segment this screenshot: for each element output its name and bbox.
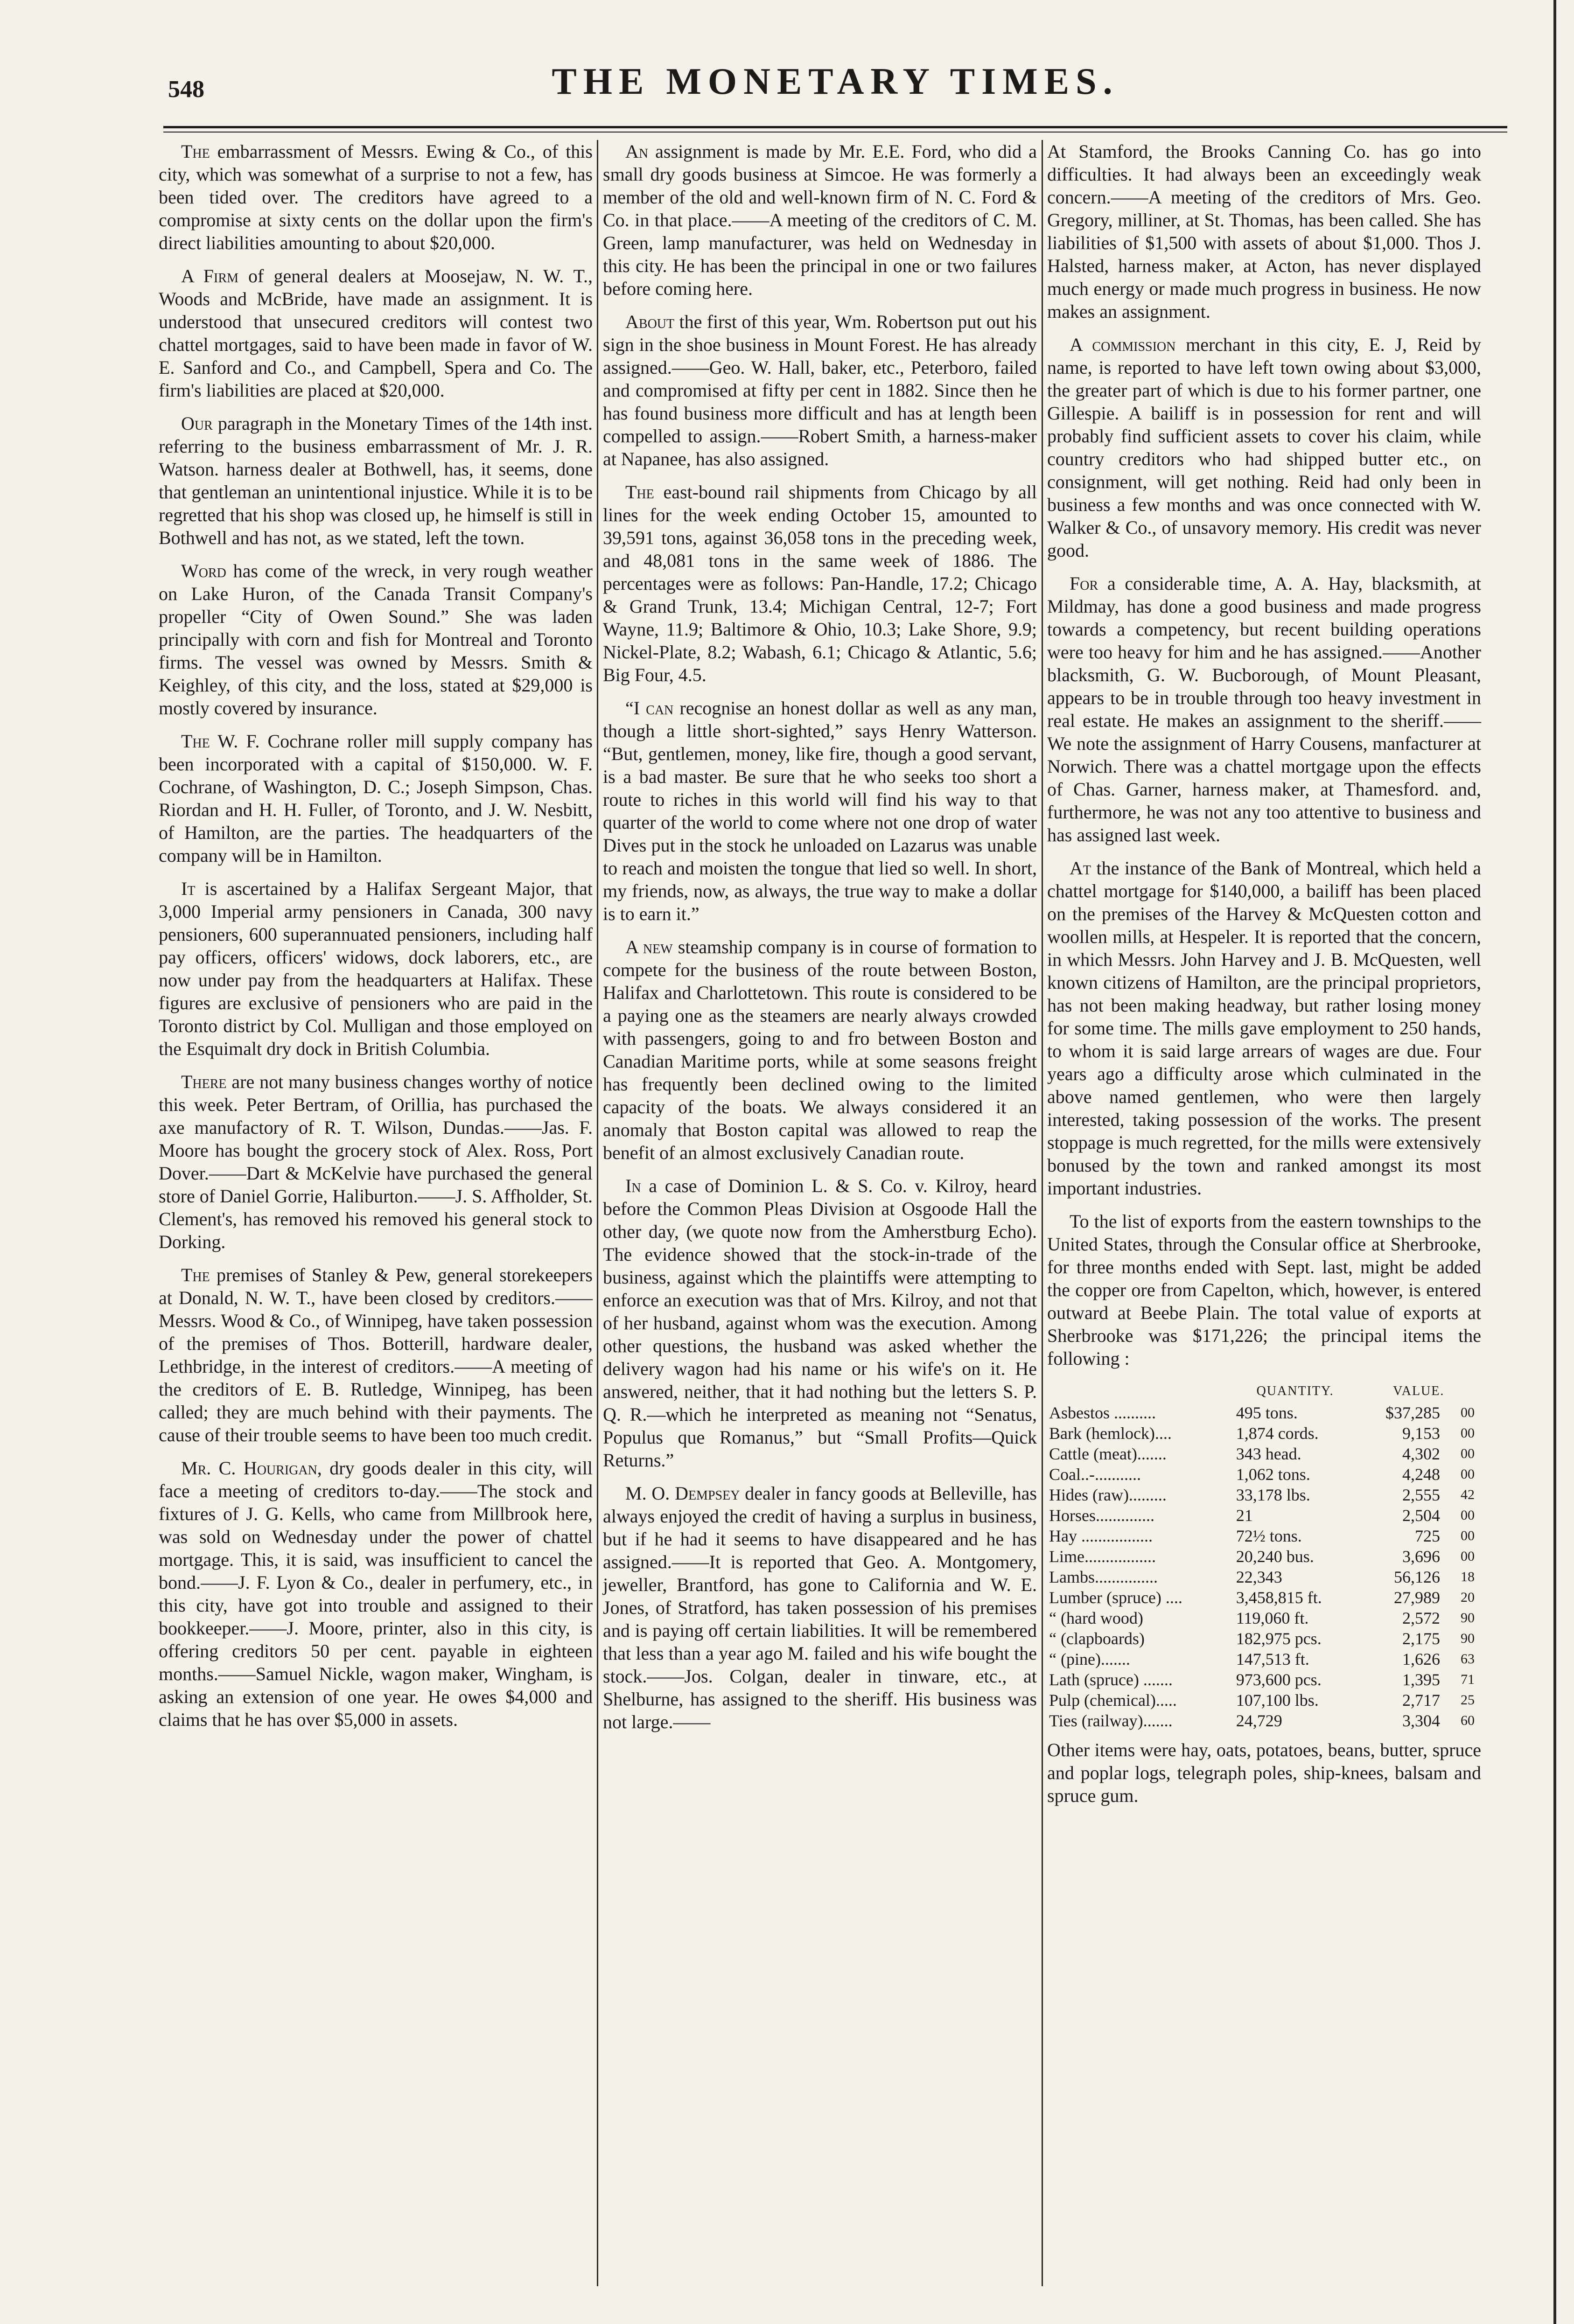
exports-cell-value: 2,717 [1402,1691,1440,1710]
exports-cell-item: Pulp (chemical)..... [1049,1691,1177,1710]
column-1 [159,140,593,1741]
exports-cell-value: 56,126 [1394,1568,1440,1586]
exports-cell-value: $37,285 [1385,1403,1440,1422]
exports-cell-cents: 90 [1461,1631,1475,1646]
col-value-header: VALUE. [1393,1384,1445,1398]
exports-cell-item: Coal..-........... [1049,1465,1141,1484]
article-paragraph: A new steamship company is in course of formation to compete for the business of the route between Boston, Halifax and Charlottetown. This route is considered to be a paying one as the steamers are nearly always crowded with passengers, going to and fro between Boston and Canadian Maritime ports, while at some seasons freight has frequently been declined owing to the limited capacity of the boats. We always considered it an anomaly that Boston capital was allowed to reap the benefit of an almost exclusively Canadian route. [603,936,1037,1163]
article-paragraph: The W. F. Cochrane roller mill supply company has been incorporated with a capital of $150,000. W. F. Cochrane, of Washington, D. C.; Joseph Simpson, Chas. Riordan and H. H. Fuller, of Toronto, and J. W. Nesbitt, of Hamilton, are the parties. The headquarters of the company will be in Hamilton. [159,731,593,866]
exports-cell-item: Lumber (spruce) .... [1049,1588,1182,1607]
exports-cell-item: “ (pine)....... [1049,1650,1130,1668]
exports-cell-cents: 71 [1461,1672,1475,1687]
masthead-title: THE MONETARY TIMES. [552,61,1119,102]
exports-cell-cents: 00 [1461,1466,1475,1482]
article-paragraph: There are not many business changes worthy of notice this week. Peter Bertram, of Orillia, has purchased the axe manufactory of R. T. Wilson, Dundas.——Jas. F. Moore has bought the grocery stock of Alex. Ross, Port Dover.——Dart & McKelvie have purchased the general store of Daniel Gorrie, Haliburton.——J. S. Affholder, St. Clement's, has removed his removed his general stock to Dorking. [159,1071,593,1252]
exports-cell-qty: 33,178 lbs. [1236,1486,1310,1504]
column-2 [603,140,1037,1744]
exports-table [1047,1380,1481,1731]
exports-cell-qty: 119,060 ft. [1236,1609,1309,1627]
exports-cell-value: 1,395 [1402,1670,1440,1689]
exports-table-header [1047,1380,1481,1403]
exports-cell-cents: 00 [1461,1549,1475,1564]
article-paragraph: A Firm of general dealers at Moosejaw, N. W. T., Woods and McBride, have made an assignment. It is understood that unsecured creditors will contest two chattel mortgages, said to have been made in favor of W. E. Sanford and Co., and Campbell, Spera and Co. The firm's liabilities are placed at $20,000. [159,265,593,401]
table-row [1047,1669,1481,1690]
exports-cell-qty: 20,240 bus. [1236,1547,1314,1566]
exports-cell-qty: 343 head. [1236,1445,1301,1463]
exports-cell-qty: 107,100 lbs. [1236,1691,1319,1710]
exports-cell-qty: 182,975 pcs. [1236,1629,1322,1648]
table-row [1047,1485,1481,1505]
exports-cell-item: Lambs............... [1049,1568,1158,1586]
table-row [1047,1423,1481,1444]
exports-cell-cents: 00 [1461,1528,1475,1543]
exports-cell-value: 3,696 [1402,1547,1440,1566]
exports-cell-value: 1,626 [1402,1650,1440,1668]
table-row [1047,1710,1481,1731]
exports-cell-cents: 90 [1461,1610,1475,1626]
table-row [1047,1546,1481,1567]
column-separator [1042,140,1043,2286]
exports-cell-qty: 1,874 cords. [1236,1424,1319,1443]
article-paragraph: At the instance of the Bank of Montreal, which held a chattel mortgage for $140,000, a bailiff has been placed on the premises of the Harvey & McQuesten cotton and woollen mills, at Hespeler. It is reported that the concern, in which Messrs. John Harvey and J. B. McQuesten, well known citizens of Hamilton, are the principal proprietors, has not been making headway, but rather losing money for some time. The mills gave employment to 250 hands, to whom it is said large arrears of wages are due. Four years ago a difficulty arose which culminated in the above named gentlemen, who were then largely interested, taking possession of the works. The present stoppage is much regretted, for the mills were extensively bonused by the town and ranked amongst its most important industries. [1047,858,1481,1199]
table-row [1047,1403,1481,1423]
exports-cell-item: Asbestos .......... [1049,1403,1156,1422]
table-row [1047,1608,1481,1628]
exports-cell-item: Lime................. [1049,1547,1156,1566]
col-quantity-header: QUANTITY. [1256,1384,1334,1398]
exports-cell-cents: 00 [1461,1446,1475,1461]
page-header [159,61,1512,140]
exports-cell-cents: 00 [1461,1425,1475,1441]
page-number: 548 [168,76,204,103]
article-paragraph: Word has come of the wreck, in very rough weather on Lake Huron, of the Canada Transit Company's propeller “City of Owen Sound.” She was laden principally with corn and fish for Montreal and Toronto firms. The vessel was owned by Messrs. Smith & Keighley, of this city, and the loss, stated at $29,000 is mostly covered by insurance. [159,560,593,719]
exports-cell-value: 725 [1415,1527,1440,1545]
table-row [1047,1649,1481,1669]
table-row [1047,1444,1481,1464]
exports-cell-qty: 72½ tons. [1236,1527,1302,1545]
article-paragraph: The premises of Stanley & Pew, general storekeepers at Donald, N. W. T., have been closed by creditors.——Messrs. Wood & Co., of Winnipeg, have taken possession of the premises of Thos. Botterill, hardware dealer, Lethbridge, in the interest of creditors.——A meeting of the creditors of E. B. Rutledge, Winnipeg, has been called; they are much behind with their payments. The cause of their trouble seems to have been too much credit. [159,1264,593,1445]
article-paragraph: The embarrassment of Messrs. Ewing & Co., of this city, which was somewhat of a surprise to not a few, has been tided over. The creditors have agreed to a compromise at sixty cents on the dollar upon the firm's direct liabilities amounting to about $20,000. [159,141,593,253]
article-paragraph: “I can recognise an honest dollar as well as any man, though a little short-sighted,” says Henry Watterson. “But, gentlemen, money, like fire, though a good servant, is a bad master. Be sure that he who seeks too short a route to riches in this world will find his way to that quarter of the world to come where not one drop of water Dives put in the stock he unloaded on Lazarus was unable to reach and moisten the tongue that lied so well. In short, my friends, now, as always, the true way to make a dollar is to earn it.” [603,698,1037,924]
header-rule [163,126,1507,128]
exports-cell-value: 4,248 [1402,1465,1440,1484]
article-paragraph: At Stamford, the Brooks Canning Co. has go into difficulties. It had always been an exceedingly weak concern.——A meeting of the creditors of Mrs. Geo. Gregory, milliner, at St. Thomas, has been called. She has liabilities of $1,500 with assets of about $1,000. Thos J. Halsted, harness maker, at Acton, has never displayed much energy or made much progress in business. He now makes an assignment. [1047,141,1481,322]
article-paragraph: In a case of Dominion L. & S. Co. v. Kilroy, heard before the Common Pleas Division at Osgoode Hall the other day, (we quote now from the Amherstburg Echo). The evidence showed that the stock-in-trade of the business, against which the plaintiffs were attempting to enforce an execution was that of Mrs. Kilroy, and not that of her husband, against whom was the execution. Among other questions, the husband was asked whether the delivery wagon had his name or his wife's on it. He answered, neither, that it had nothing but the letters S. P. Q. R.—which he interpreted as meaning not “Senatus, Populus que Romanus,” but “Small Profits—Quick Returns.” [603,1175,1037,1471]
exports-cell-cents: 18 [1461,1569,1475,1584]
exports-cell-item: Ties (railway)....... [1049,1711,1173,1730]
article-paragraph: A commission merchant in this city, E. J, Reid by name, is reported to have left town owing about $3,000, the greater part of which is due to his former partner, one Gillespie. A bailiff is in possession for rent and will probably find sufficient assets to cover his claim, while country creditors who had shipped butter etc., on consignment, will get nothing. Reid had only been in business a few months and was once connected with W. Walker & Co., of unsavory memory. His credit was never good. [1047,334,1481,561]
exports-cell-item: Bark (hemlock).... [1049,1424,1172,1443]
exports-cell-value: 9,153 [1402,1424,1440,1443]
article-paragraph: Mr. C. Hourigan, dry goods dealer in this city, will face a meeting of creditors to-day.——The stock and fixtures of J. G. Kells, who came from Millbrook here, was sold on Wednesday under the power of chattel mortgage. This, it is said, was insufficient to cancel the bond.——J. F. Lyon & Co., dealer in perfumery, etc., in this city, have got into trouble and assigned to their bookkeeper.——J. Moore, printer, also in this city, is offering creditors 50 per cent. payable in eighteen months.——Samuel Nickle, wagon maker, Wingham, is asking an extension of one year. He owes $4,000 and claims that he has over $5,000 in assets. [159,1458,593,1730]
column-3 [1047,140,1481,1817]
article-paragraph: For a considerable time, A. A. Hay, blacksmith, at Mildmay, has done a good business and made progress towards a competency, but recent building operations were too heavy for him and he has assigned.——Another blacksmith, G. W. Bucborough, of Mount Pleasant, appears to be in trouble through too heavy investment in real estate. He makes an assignment to the sheriff.——We note the assignment of Harry Cousens, manfacturer at Norwich. There was a chattel mortgage upon the effects of Chas. Garner, harness maker, at Thamesford. and, furthermore, he was not any too attentive to business and has assigned last week. [1047,573,1481,845]
exports-cell-cents: 60 [1461,1713,1475,1728]
table-row [1047,1628,1481,1649]
exports-cell-qty: 21 [1236,1506,1253,1525]
exports-cell-cents: 63 [1461,1651,1475,1667]
exports-cell-cents: 00 [1461,1507,1475,1523]
table-row [1047,1526,1481,1546]
exports-cell-value: 4,302 [1402,1445,1440,1463]
exports-cell-value: 2,175 [1402,1629,1440,1648]
table-row [1047,1567,1481,1587]
exports-cell-qty: 3,458,815 ft. [1236,1588,1322,1607]
page-edge-rule [1553,0,1556,2324]
exports-cell-qty: 1,062 tons. [1236,1465,1310,1484]
exports-cell-cents: 42 [1461,1487,1475,1502]
exports-cell-value: 2,572 [1402,1609,1440,1627]
exports-cell-value: 2,555 [1402,1486,1440,1504]
article-paragraph: Our paragraph in the Monetary Times of the 14th inst. referring to the business embarrassment of Mr. J. R. Watson. harness dealer at Bothwell, has, it seems, done that gentleman an unintentional injustice. While it is to be regretted that his shop was closed up, he himself is still in Bothwell and has not, as we stated, left the town. [159,413,593,548]
exports-cell-cents: 00 [1461,1405,1475,1420]
table-row [1047,1505,1481,1526]
exports-cell-qty: 973,600 pcs. [1236,1670,1322,1689]
exports-cell-value: 3,304 [1402,1711,1440,1730]
exports-cell-qty: 495 tons. [1236,1403,1298,1422]
article-paragraph: An assignment is made by Mr. E.E. Ford, who did a small dry goods business at Simcoe. He was formerly a member of the old and well-known firm of N. C. Ford & Co. in that place.——A meeting of the creditors of C. M. Green, lamp manufacturer, was held on Wednesday in this city. He has been the principal in one or two failures before coming here. [603,141,1037,299]
exports-cell-qty: 22,343 [1236,1568,1282,1586]
exports-cell-cents: 20 [1461,1590,1475,1605]
table-row [1047,1587,1481,1608]
exports-cell-item: Hides (raw)......... [1049,1486,1167,1504]
exports-cell-cents: 25 [1461,1692,1475,1708]
exports-cell-item: Hay ................. [1049,1527,1153,1545]
article-paragraph: About the first of this year, Wm. Robertson put out his sign in the shoe business in Mount Forest. He has already assigned.——Geo. W. Hall, baker, etc., Peterboro, failed and compromised at fifty per cent in 1882. Since then he has found business more difficult and has at length been compelled to assign.——Robert Smith, a harness-maker at Napanee, has also assigned. [603,311,1037,469]
article-paragraph: It is ascertained by a Halifax Sergeant Major, that 3,000 Imperial army pensioners in Canada, 300 navy pensioners, 600 superannuated pensioners, including half pay officers, officers' widows, dock laborers, etc., are now under pay from the headquarters at Halifax. These figures are exclusive of pensioners who are paid in the Toronto district by Col. Mulligan and those employed on the Esquimalt dry dock in British Columbia. [159,878,593,1059]
article-paragraph: To the list of exports from the eastern townships to the United States, through the Consular office at Sherbrooke, for three months ended with Sept. last, might be added the copper ore from Capelton, which, however, is entered outward at Beebe Plain. The total value of exports at Sherbrooke was $171,226; the principal items the following : [1047,1211,1481,1369]
article-paragraph: The east-bound rail shipments from Chicago by all lines for the week ending October 15, amounted to 39,591 tons, against 36,058 tons in the preceding week, and 48,081 tons in the same week of 1886. The percentages were as follows: Pan-Handle, 17.2; Chicago & Grand Trunk, 13.4; Michigan Central, 12-7; Fort Wayne, 11.9; Baltimore & Ohio, 10.3; Lake Shore, 9.9; Nickel-Plate, 8.2; Wabash, 6.1; Chicago & Atlantic, 5.6; Big Four, 4.5. [603,482,1037,685]
closing-paragraph: Other items were hay, oats, potatoes, beans, butter, spruce and poplar logs, telegraph poles, ship-knees, balsam and spruce gum. [1047,1739,1481,1806]
col-item-header [1047,1380,1234,1403]
exports-cell-qty: 147,513 ft. [1236,1650,1309,1668]
exports-cell-value: 27,989 [1394,1588,1440,1607]
header-rule-thin [163,132,1507,133]
exports-cell-item: Cattle (meat)....... [1049,1445,1167,1463]
table-row [1047,1690,1481,1710]
exports-cell-value: 2,504 [1402,1506,1440,1525]
exports-cell-item: “ (hard wood) [1049,1609,1143,1627]
exports-cell-qty: 24,729 [1236,1711,1282,1730]
article-paragraph: M. O. Dempsey dealer in fancy goods at Belleville, has always enjoyed the credit of having a surplus in business, but if he had it seems to have disappeared and he has assigned.——It is reported that Geo. A. Montgomery, jeweller, Brantford, has gone to California and W. E. Jones, of Stratford, has taken possession of his premises and is paying off certain liabilities. It will be remembered that less than a year ago M. failed and his wife bought the stock.——Jos. Colgan, dealer in tinware, etc., at Shelburne, has assigned to the sheriff. His business was not large.—— [603,1483,1037,1732]
exports-cell-item: Lath (spruce) ....... [1049,1670,1173,1689]
table-row [1047,1464,1481,1485]
column-separator [597,140,598,2286]
exports-cell-item: “ (clapboards) [1049,1629,1145,1648]
exports-cell-item: Horses.............. [1049,1506,1154,1525]
